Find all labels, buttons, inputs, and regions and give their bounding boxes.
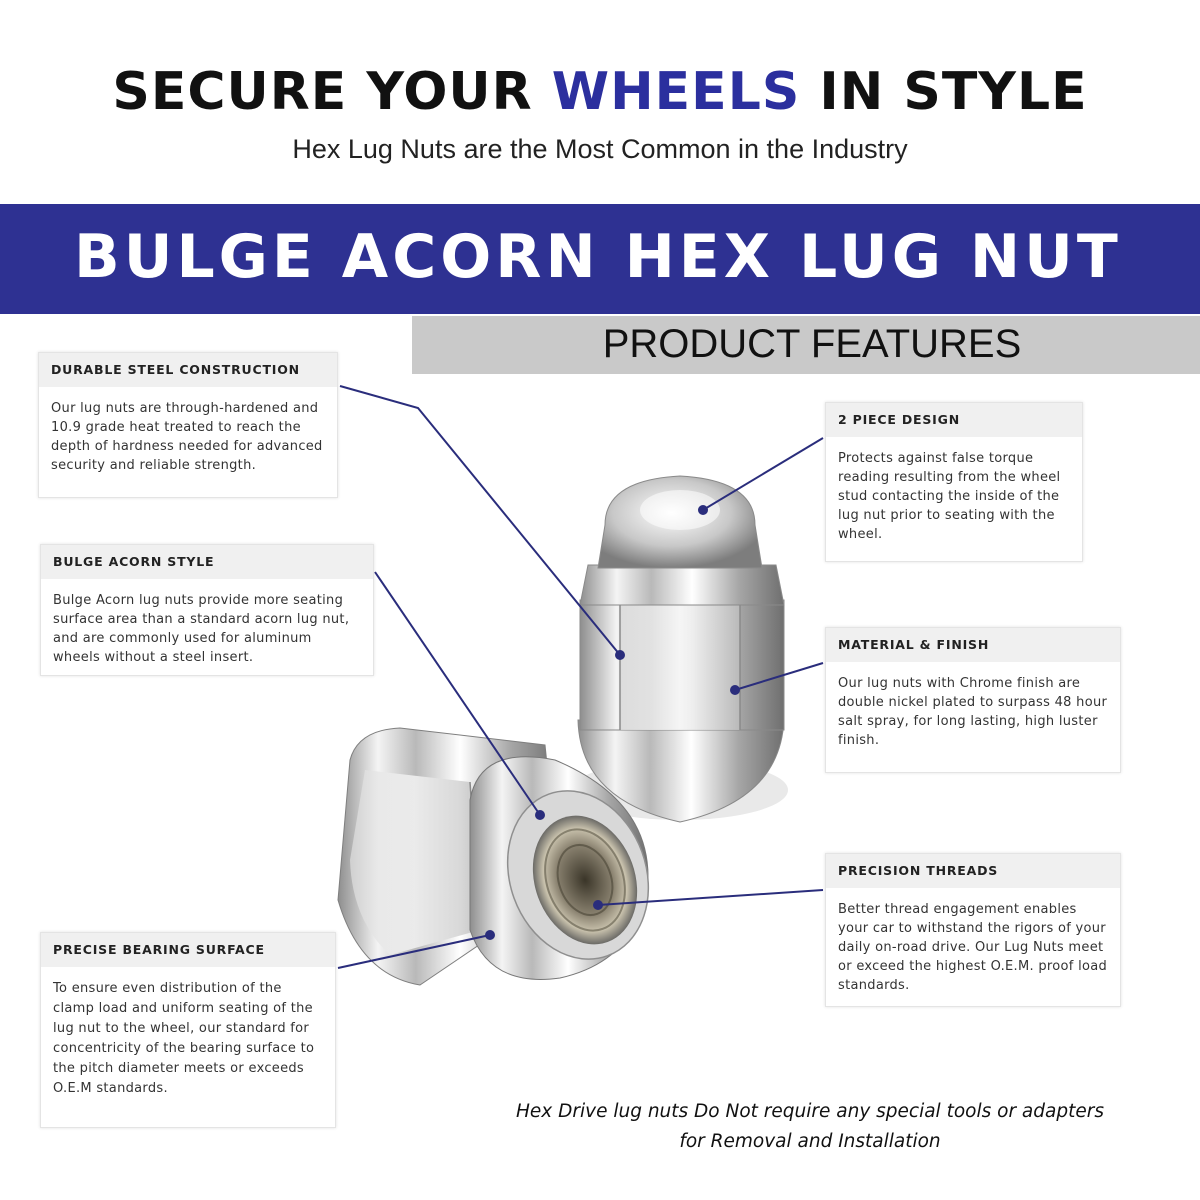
headline-part1: SECURE YOUR [112,62,552,122]
feature-card-material-finish [825,627,1121,773]
callout-dot-material [730,685,740,695]
hex-drive-note [470,1097,1150,1157]
feature-card-two-piece [825,402,1083,562]
feature-card-durable-steel [38,352,338,498]
feature-description: Bulge Acorn lug nuts provide more seating surface area than a standard acorn lug nut, and are commonly used for aluminum wheels without a steel insert. [53,593,350,665]
feature-description: To ensure even distribution of the clamp load and uniform seating of the lug nut to the wheel, our standard for concentricity of the bearing surface to the pitch diameter meets or exceeds O.E.M standards. [53,981,315,1096]
callout-dot-bulge [535,810,545,820]
subheadline: Hex Lug Nuts are the Most Common in the Industry [292,134,908,164]
callout-line-durable [340,386,620,655]
feature-card-bulge-acorn [40,544,374,676]
feature-title: PRECISE BEARING SURFACE [41,933,335,967]
feature-description: Our lug nuts are through-hardened and 10.9 grade heat treated to reach the depth of hardness needed for advanced security and reliable strength. [51,401,323,473]
note-line-2: for Removal and Installation [679,1131,941,1152]
feature-title: 2 PIECE DESIGN [826,403,1082,437]
headline-part2: IN STYLE [800,62,1088,122]
standing-lug-nut [572,476,788,822]
feature-description: Better thread engagement enables your car to withstand the rigors of your daily on-road drive. Our Lug Nuts meet or exceed the highest O.E.M. proof load standards. [838,902,1108,993]
note-line-1: Hex Drive lug nuts Do Not require any special tools or adapters [516,1101,1104,1122]
callout-dot-bearing [485,930,495,940]
headline-accent: WHEELS [551,62,801,122]
feature-title: PRECISION THREADS [826,854,1120,888]
feature-description: Our lug nuts with Chrome finish are double nickel plated to surpass 48 hour salt spray, for long lasting, high luster finish. [838,676,1108,748]
feature-description: Protects against false torque reading resulting from the wheel stud contacting the inside of the lug nut prior to seating with the wheel. [838,451,1061,542]
feature-card-bearing-surface [40,932,336,1128]
feature-title: BULGE ACORN STYLE [41,545,373,579]
feature-title: DURABLE STEEL CONSTRUCTION [39,353,337,387]
callout-dot-two-piece [698,505,708,515]
callout-dot-durable [615,650,625,660]
banner-title: BULGE ACORN HEX LUG NUT [74,222,1122,292]
feature-title: MATERIAL & FINISH [826,628,1120,662]
callout-line-two-piece [703,438,823,510]
callout-dot-threads [593,900,603,910]
feature-card-precision-threads [825,853,1121,1007]
product-features-label: PRODUCT FEATURES [602,322,1022,366]
